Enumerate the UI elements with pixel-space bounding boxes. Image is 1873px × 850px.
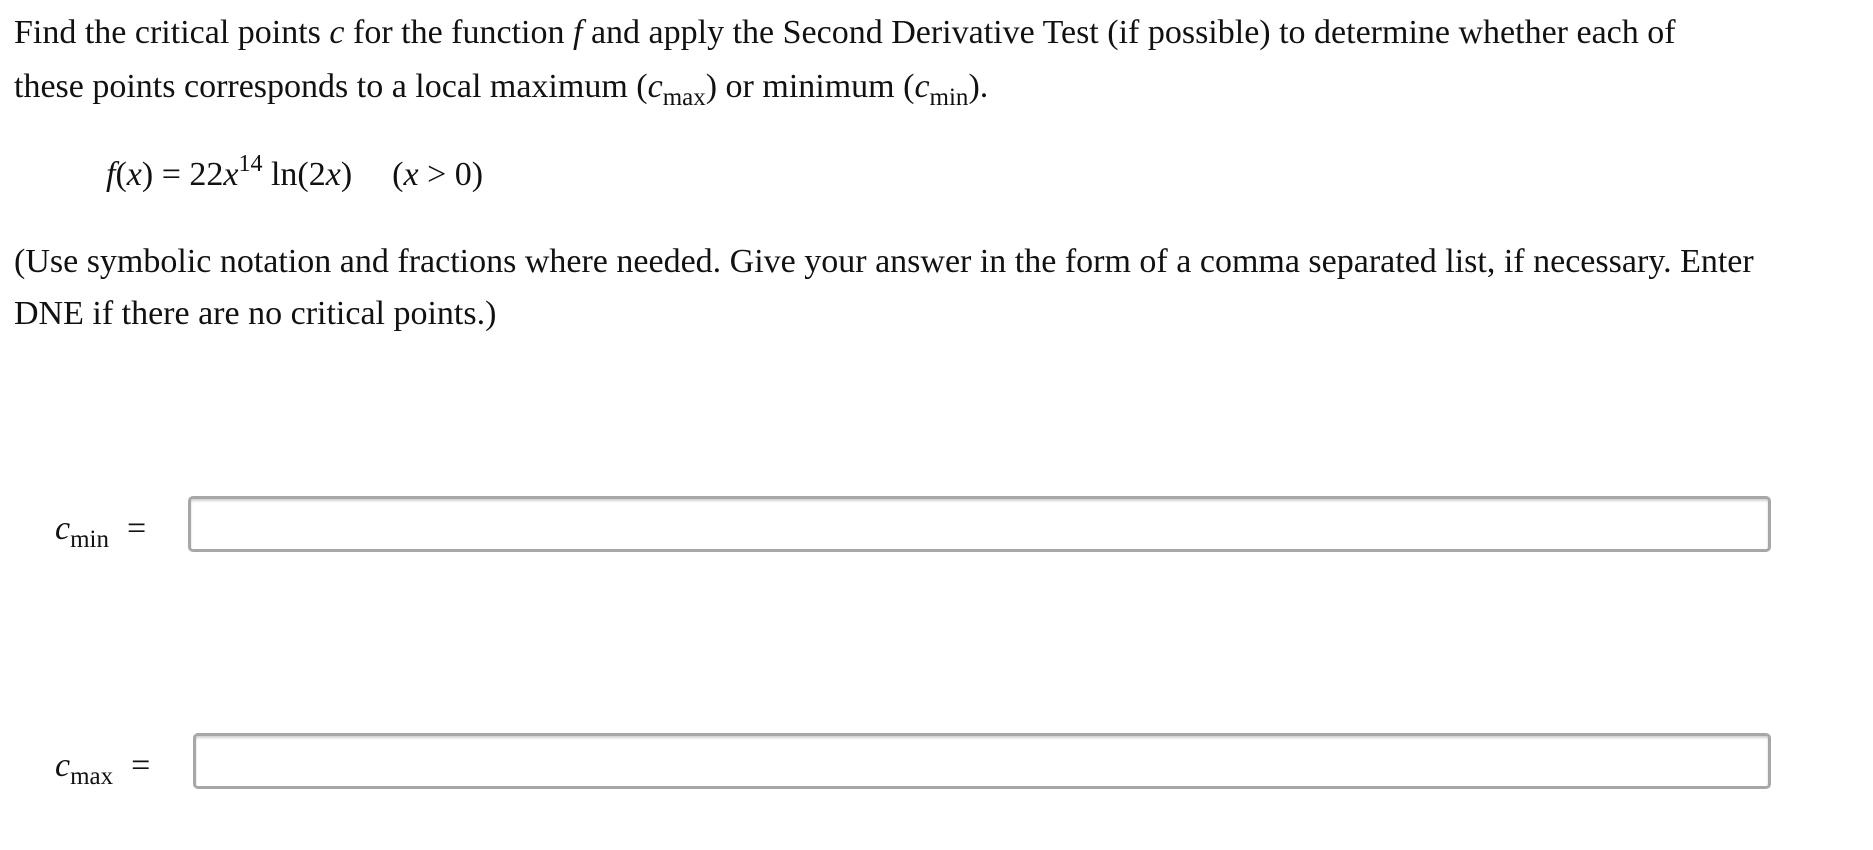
math-variable-f: f (573, 14, 583, 51)
equals-sign: = (131, 747, 151, 784)
domain-condition: > 0) (418, 156, 484, 193)
math-function-f: f (106, 156, 116, 193)
cmin-label (55, 510, 147, 553)
subscript-min: min (929, 84, 969, 111)
answer-row-cmax (0, 733, 1873, 795)
math-symbol: ) = 22 (141, 156, 224, 193)
math-variable-c: c (647, 68, 663, 105)
prompt-text: Find the critical points (14, 14, 330, 51)
prompt-line-2 (14, 60, 1859, 117)
prompt-text: ) or minimum ( (705, 68, 915, 105)
math-variable-x: x (325, 156, 341, 193)
subscript-max: max (70, 763, 114, 790)
math-variable-x: x (223, 156, 239, 193)
cmax-label (55, 747, 151, 790)
instructions-line-2: DNE if there are no critical points.) (14, 295, 497, 332)
math-variable-c: c (55, 510, 71, 547)
prompt-text: ). (968, 68, 989, 105)
domain-condition: ( (392, 156, 404, 193)
subscript-min: min (70, 526, 109, 553)
math-variable-c: c (55, 747, 71, 784)
math-variable-c: c (329, 14, 345, 51)
prompt-text: and apply the Second Derivative Test (if possible) to determine whether each of (582, 14, 1676, 51)
math-symbol: ln(2 (262, 156, 326, 193)
math-variable-c: c (914, 68, 930, 105)
instructions (14, 236, 1864, 340)
math-variable-x: x (126, 156, 142, 193)
equals-sign: = (127, 510, 147, 547)
exponent: 14 (238, 151, 263, 177)
prompt-text: for the function (344, 14, 573, 51)
cmin-input[interactable] (188, 496, 1771, 552)
prompt-text: these points corresponds to a local maximum ( (14, 68, 648, 105)
prompt-line-1 (14, 6, 1859, 60)
math-variable-x: x (403, 156, 419, 193)
function-equation (106, 148, 483, 205)
subscript-max: max (662, 84, 706, 111)
cmax-input[interactable] (193, 733, 1771, 789)
answer-row-cmin (0, 496, 1873, 558)
math-symbol: ( (115, 156, 127, 193)
math-symbol: ) (340, 156, 353, 193)
instructions-line-1: (Use symbolic notation and fractions where needed. Give your answer in the form of a comma separated list, if necessary. Enter (14, 243, 1754, 280)
question-prompt (14, 6, 1859, 117)
